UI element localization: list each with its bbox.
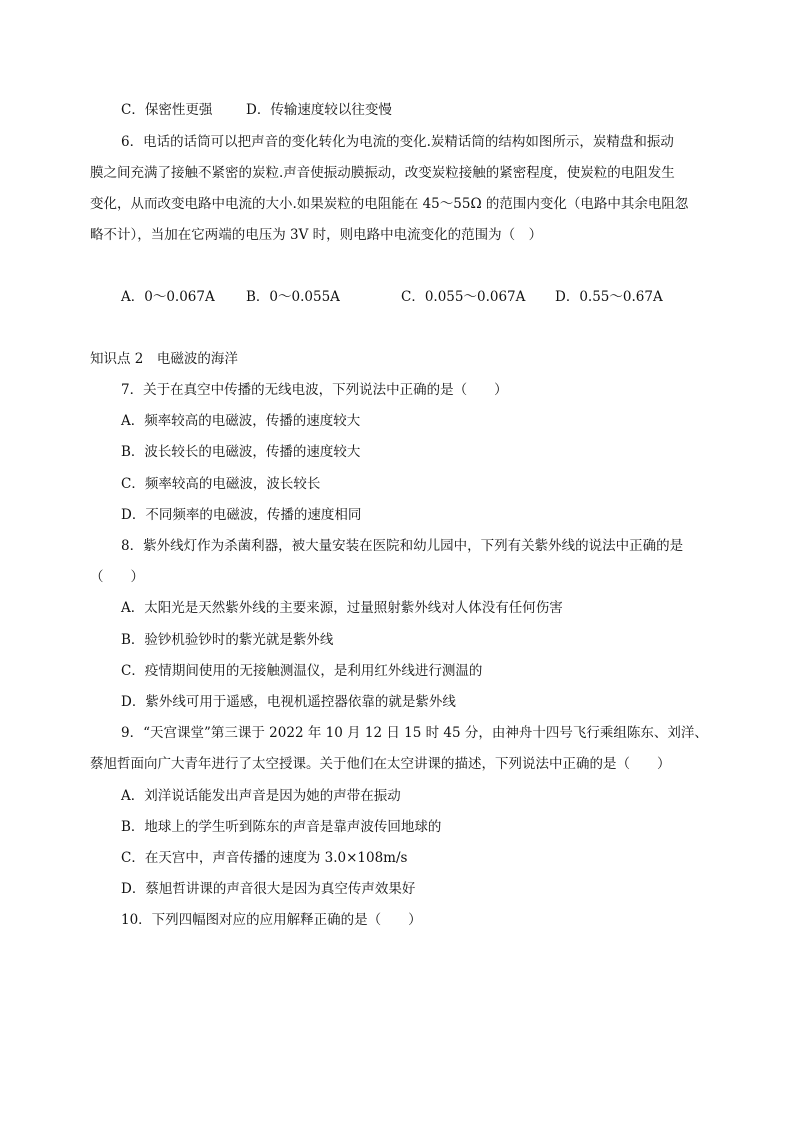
q6-option-d: D．0.55～0.67A xyxy=(555,289,663,305)
q5-option-c: C．保密性更强 xyxy=(121,102,213,118)
q5-option-d: D．传输速度较以往变慢 xyxy=(246,102,392,118)
q8-option-b: B．验钞机验钞时的紫光就是紫外线 xyxy=(121,632,334,648)
q9-option-b: B．地球上的学生听到陈东的声音是靠声波传回地球的 xyxy=(121,819,442,835)
q6-stem-line-1: 6．电话的话筒可以把声音的变化转化为电流的变化.炭精话筒的结构如图所示，炭精盘和振动 xyxy=(121,134,674,150)
q6-stem-line-2: 膜之间充满了接触不紧密的炭粒.声音使振动膜振动，改变炭粒接触的紧密程度，使炭粒的电阻发生 xyxy=(90,165,675,181)
q7-option-b: B．波长较长的电磁波，传播的速度较大 xyxy=(121,444,361,460)
section-heading: 知识点 2 电磁波的海洋 xyxy=(90,351,238,367)
q6-stem-line-3: 变化，从而改变电路中电流的大小.如果炭粒的电阻能在 45～55Ω 的范围内变化（电路中其余电阻忽 xyxy=(90,196,689,212)
q9-option-a: A．刘洋说话能发出声音是因为她的声带在振动 xyxy=(121,788,401,804)
q8-stem-line-1: 8．紫外线灯作为杀菌利器，被大量安装在医院和幼儿园中，下列有关紫外线的说法中正确的是 xyxy=(121,538,684,554)
q7-stem: 7．关于在真空中传播的无线电波，下列说法中正确的是（ ） xyxy=(121,382,508,398)
q8-option-c: C．疫情期间使用的无接触测温仪，是利用红外线进行测温的 xyxy=(121,663,483,679)
q10-stem: 10．下列四幅图对应的应用解释正确的是（ ） xyxy=(121,912,422,928)
q7-option-a: A．频率较高的电磁波，传播的速度较大 xyxy=(121,413,361,429)
q8-option-d: D．紫外线可用于遥感，电视机遥控器依靠的就是紫外线 xyxy=(121,694,456,710)
q9-stem-line-2: 蔡旭哲面向广大青年进行了太空授课。关于他们在太空讲课的描述，下列说法中正确的是（ ） xyxy=(90,756,671,772)
q9-option-c: C．在天宫中，声音传播的速度为 3.0×108m/s xyxy=(121,850,408,866)
q8-option-a: A．太阳光是天然紫外线的主要来源，过量照射紫外线对人体没有任何伤害 xyxy=(121,600,563,616)
q6-stem-line-4: 略不计），当加在它两端的电压为 3V 时，则电路中电流变化的范围为（ ） xyxy=(90,227,543,243)
q9-option-d: D．蔡旭哲讲课的声音很大是因为真空传声效果好 xyxy=(121,881,416,897)
q7-option-d: D．不同频率的电磁波，传播的速度相同 xyxy=(121,507,362,523)
q6-option-a: A．0～0.067A xyxy=(121,289,215,305)
q6-option-c: C．0.055～0.067A xyxy=(401,289,526,305)
q7-option-c: C．频率较高的电磁波，波长较长 xyxy=(121,476,321,492)
q6-option-b: B．0～0.055A xyxy=(246,289,340,305)
q8-stem-line-2: （ ） xyxy=(90,569,144,585)
q9-stem-line-1: 9．“天宫课堂”第三课于 2022 年 10 月 12 日 15 时 45 分，由神舟十四号飞行乘组陈东、刘洋、 xyxy=(121,725,708,741)
